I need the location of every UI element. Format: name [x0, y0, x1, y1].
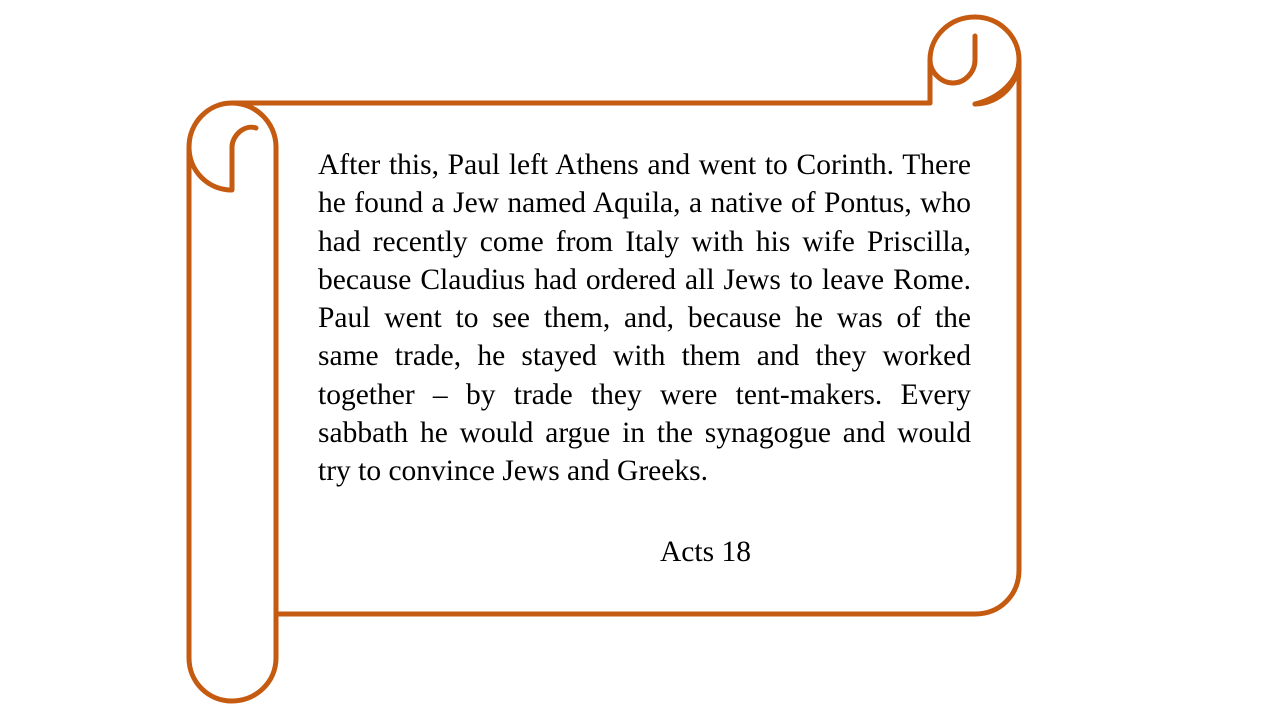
scroll-right-curl — [930, 36, 975, 83]
scripture-citation: Acts 18 — [660, 536, 751, 568]
scroll-left-roll — [189, 103, 276, 701]
scripture-passage: After this, Paul left Athens and went to Corinth. There he found a Jew named Aquila, a native of Pontus, who had recently come from Italy with his wife Priscilla, because Claudius had ordered all Jews to leave Rome. Paul went to see them, and, because he was of the same trade, he stayed with them and they worked together – by trade they were tent-makers. Every sabbath he would argue in the synagogue and would try to convince Jews and Greeks. — [318, 149, 971, 488]
scroll-left-curl — [189, 127, 256, 190]
